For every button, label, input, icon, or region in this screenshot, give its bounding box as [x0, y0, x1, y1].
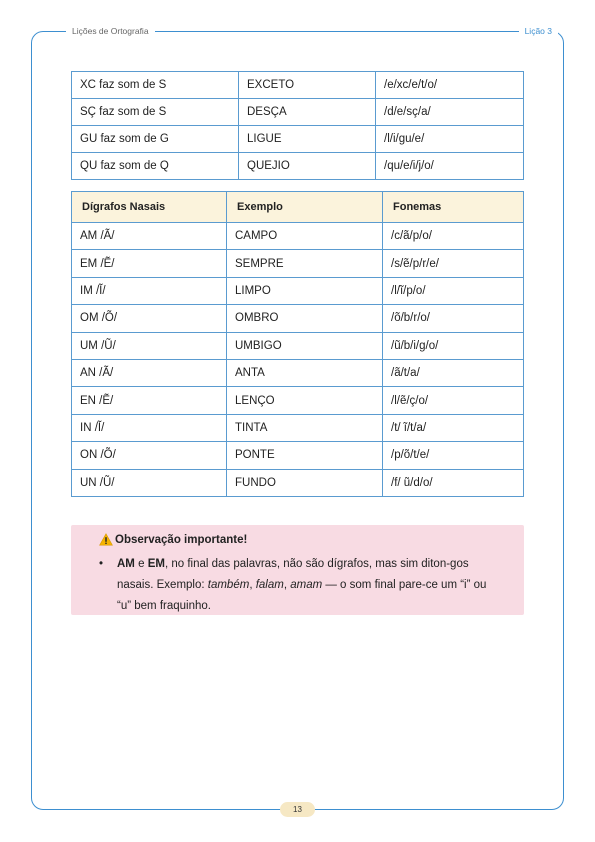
- note-term-em: EM: [147, 558, 165, 570]
- warning-icon: [99, 533, 113, 546]
- table-row: [72, 223, 524, 250]
- table-cell: EN /Ẽ/: [72, 387, 227, 414]
- table-cell: EXCETO: [239, 72, 376, 99]
- bullet: •: [99, 558, 104, 570]
- table-cell: IN /Ĩ/: [72, 414, 227, 441]
- table-cell: /qu/e/i/j/o/: [376, 153, 524, 180]
- note-term-am: AM: [117, 558, 135, 570]
- table-cell: GU faz som de G: [72, 126, 239, 153]
- table-cell: UN /Ũ/: [72, 469, 227, 496]
- table-row: [72, 442, 524, 469]
- table-cell: LENÇO: [227, 387, 383, 414]
- table-row: [72, 126, 524, 153]
- table-cell: /d/e/sç/a/: [376, 99, 524, 126]
- table-cell: /ã/t/a/: [383, 359, 524, 386]
- table-cell: QU faz som de Q: [72, 153, 239, 180]
- table-cell: SEMPRE: [227, 250, 383, 277]
- column-header: Fonemas: [383, 192, 524, 223]
- table-row: [72, 153, 524, 180]
- column-header: Exemplo: [227, 192, 383, 223]
- table-cell: OM /Õ/: [72, 305, 227, 332]
- table-cell: EM /Ẽ/: [72, 250, 227, 277]
- table-cell: FUNDO: [227, 469, 383, 496]
- book-title: Lições de Ortografia: [66, 26, 155, 36]
- table-row: [72, 469, 524, 496]
- table-cell: /ũ/b/i/g/o/: [383, 332, 524, 359]
- table-row: [72, 305, 524, 332]
- note-bullet-item: [99, 554, 494, 617]
- table-cell: AM /Ã/: [72, 223, 227, 250]
- spelling-table: [71, 71, 524, 180]
- table-row: [72, 277, 524, 304]
- table-cell: XC faz som de S: [72, 72, 239, 99]
- table-row: [72, 387, 524, 414]
- table-cell: ON /Õ/: [72, 442, 227, 469]
- note-example: falam: [255, 579, 284, 591]
- table-cell: /e/xc/e/t/o/: [376, 72, 524, 99]
- nasal-digraphs-table: [71, 191, 524, 497]
- table-cell: OMBRO: [227, 305, 383, 332]
- note-conj: e: [138, 558, 145, 570]
- table-cell: /f/ ũ/d/o/: [383, 469, 524, 496]
- table-header-row: [72, 192, 524, 223]
- table-cell: AN /Ã/: [72, 359, 227, 386]
- column-header: Dígrafos Nasais: [72, 192, 227, 223]
- table-cell: CAMPO: [227, 223, 383, 250]
- table-cell: PONTE: [227, 442, 383, 469]
- note-sep: ,: [283, 579, 291, 591]
- table-cell: DESÇA: [239, 99, 376, 126]
- table-row: [72, 99, 524, 126]
- lesson-label: Lição 3: [519, 26, 558, 36]
- table-cell: UM /Ũ/: [72, 332, 227, 359]
- note-text: , no final das palavras, não são dígrafos, mas sim diton-gos nasais. Exemplo:: [117, 558, 469, 591]
- table-cell: /p/õ/t/e/: [383, 442, 524, 469]
- table-row: [72, 359, 524, 386]
- table-cell: UMBIGO: [227, 332, 383, 359]
- note-title: [99, 533, 494, 546]
- table-row: [72, 414, 524, 441]
- note-title-text: Observação importante!: [115, 533, 248, 546]
- table-cell: /õ/b/r/o/: [383, 305, 524, 332]
- table-cell: /l/ẽ/ç/o/: [383, 387, 524, 414]
- table-cell: LIMPO: [227, 277, 383, 304]
- table-cell: /c/ã/p/o/: [383, 223, 524, 250]
- note-sep: ,: [249, 579, 256, 591]
- note-text: — o som final pare-ce um “i” ou “u” bem fraquinho.: [117, 579, 487, 612]
- table-cell: /l/i/gu/e/: [376, 126, 524, 153]
- table-row: [72, 250, 524, 277]
- important-note-box: [71, 525, 524, 615]
- page-number: 13: [280, 802, 315, 817]
- table-row: [72, 72, 524, 99]
- table-cell: LIGUE: [239, 126, 376, 153]
- table-cell: QUEJIO: [239, 153, 376, 180]
- note-example: amam: [290, 579, 323, 591]
- table-cell: /s/ẽ/p/r/e/: [383, 250, 524, 277]
- table-cell: TINTA: [227, 414, 383, 441]
- note-example: também: [207, 579, 250, 591]
- table-cell: IM /Ĩ/: [72, 277, 227, 304]
- table-row: [72, 332, 524, 359]
- table-cell: /l/ĩ/p/o/: [383, 277, 524, 304]
- table-cell: /t/ ĩ/t/a/: [383, 414, 524, 441]
- table-cell: SÇ faz som de S: [72, 99, 239, 126]
- table-cell: ANTA: [227, 359, 383, 386]
